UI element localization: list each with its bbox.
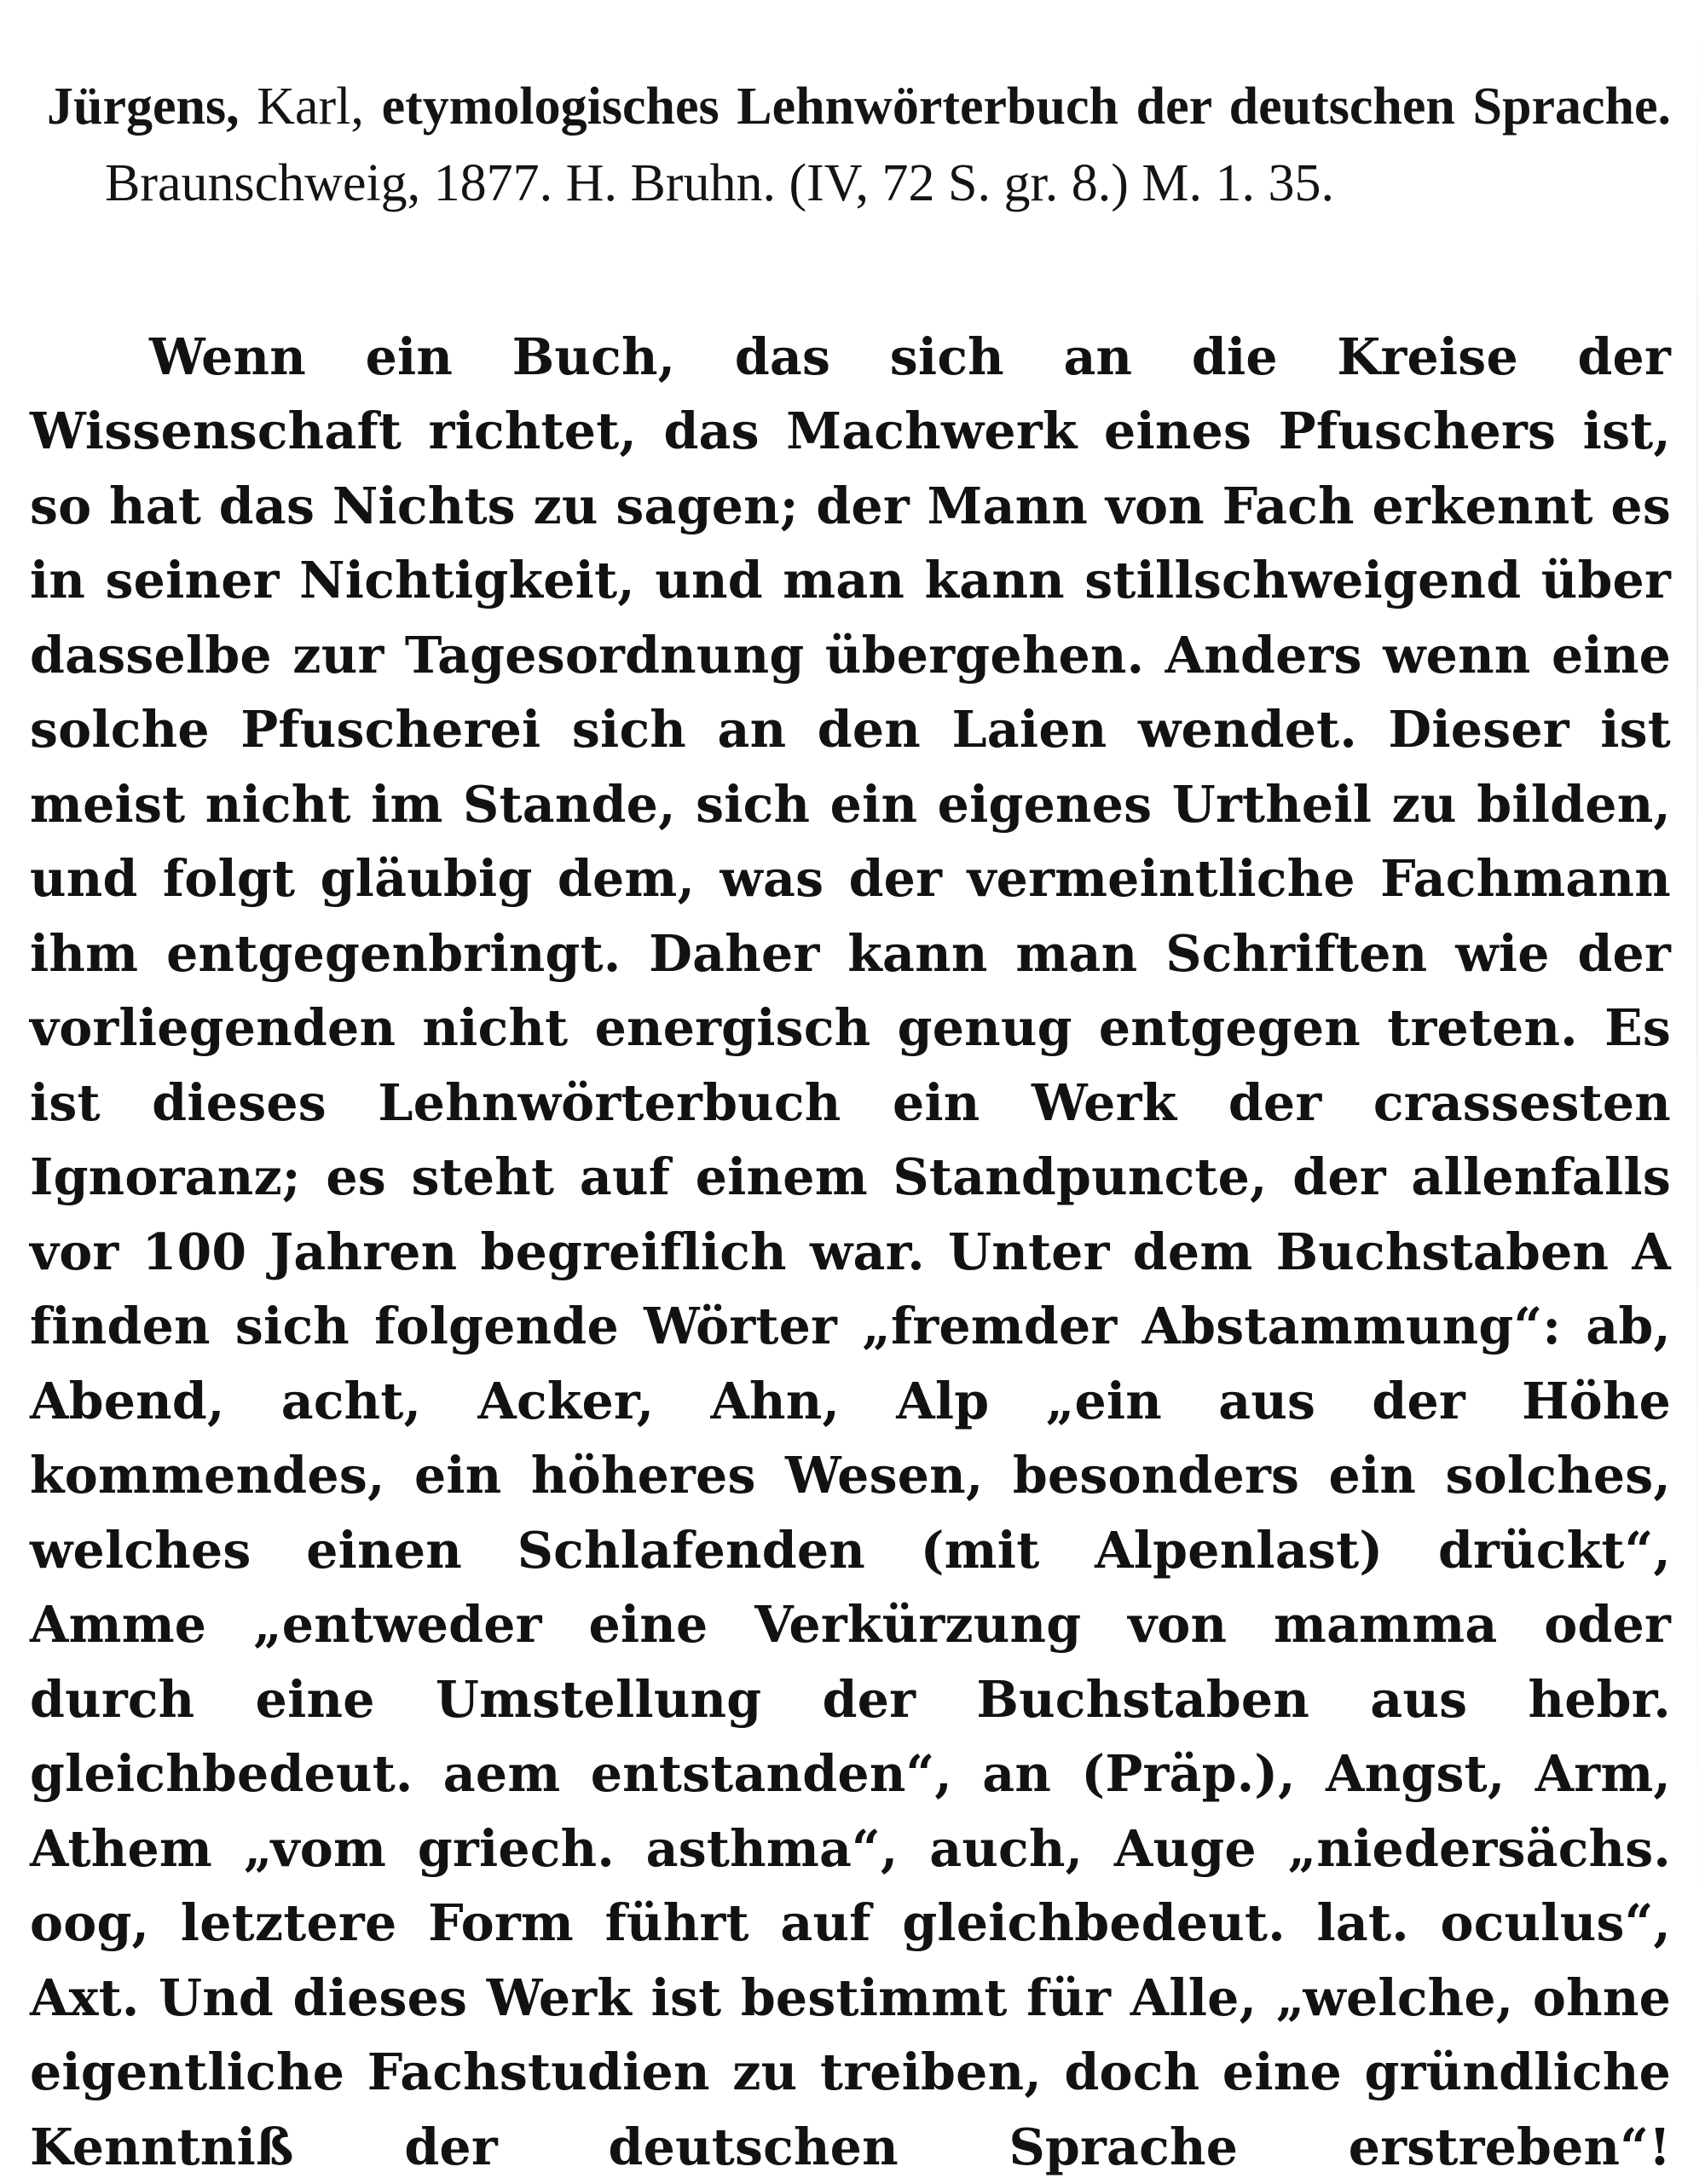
review-paragraph: Wenn ein Buch, das sich an die Kreise der Wissenschaft richtet, das Machwerk eines Pfuschers ist, so hat das Nichts zu sagen; der Mann von Fach erkennt es in seiner Nichtigkeit, und man kann stillschweigend über dasselbe zur Tagesordnung übergehen. Anders wenn eine solche Pfuscherei sich an den Laien wendet. Dieser ist meist nicht im Stande, sich ein eigenes Urtheil zu bilden, und folgt gläubig dem, was der vermeintliche Fachmann ihm entgegenbringt. Daher kann man Schriften wie der vorliegenden nicht energisch genug entgegen treten. Es ist dieses Lehnwörterbuch ein Werk der crassesten Ignoranz; es steht auf einem Standpuncte, der allenfalls vor 100 Jahren begreiflich war. Unter dem Buchstaben A finden sich folgende Wörter „fremder Abstammung“: ab, Abend, acht, Acker, Ahn, Alp „ein aus der Höhe kommendes, ein höheres Wesen, besonders ein solches, welches einen Schlafenden (mit Alpenlast) drückt“, Amme „entweder eine Verkürzung von mamma oder durch eine Umstellung der Buchstaben aus hebr. gleichbedeut. aem entstanden“, an (Präp.), Angst, Arm, Athem „vom griech. asthma“, auch, Auge „niedersächs. oog, letztere Form führt auf gleichbedeut. lat. oculus“, Axt. Und dieses Werk ist bestimmt für Alle, „welche, ohne eigentliche Fachstudien zu treiben, doch eine gründliche Kenntniß der deutschen Sprache erstreben“! (30, 320, 1671, 2184)
author-forename: Karl, (257, 78, 364, 136)
book-imprint: Braunschweig, 1877. H. Bruhn. (IV, 72 S. gr. 8.) M. 1. 35. (105, 154, 1334, 212)
scan-edge (1696, 34, 1698, 1910)
book-title: etymologisches Lehnwörterbuch der deutschen Sprache. (382, 78, 1671, 136)
bibliographic-entry (47, 68, 1671, 222)
author-surname: Jürgens, (47, 78, 240, 136)
